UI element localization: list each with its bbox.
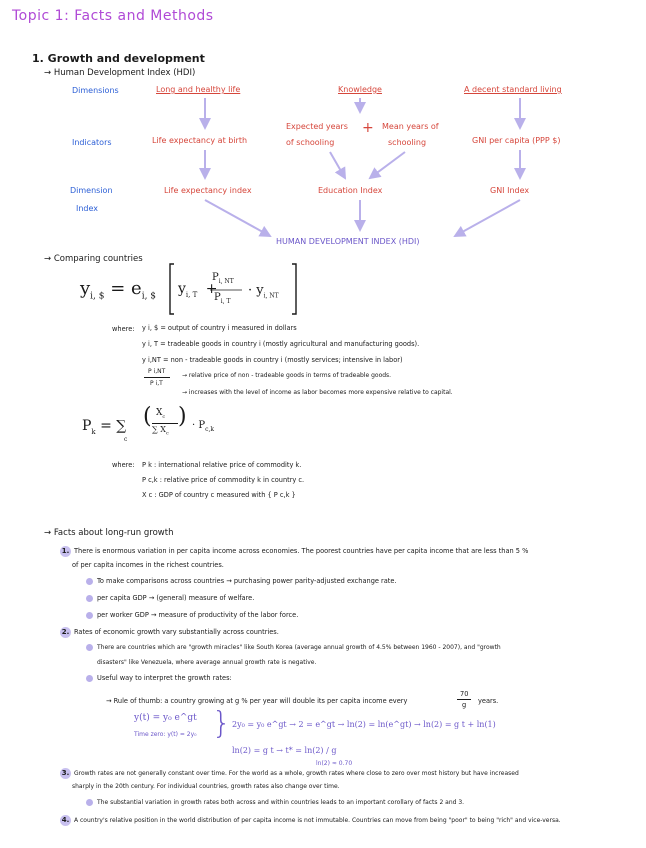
pk-frac-den — [152, 425, 169, 437]
pk-sum-sub: c — [124, 436, 128, 443]
rule-frac-line — [457, 699, 471, 700]
fact-3-text-1: Growth rates are not generally constant over time. For the world as a whole, growth rates where close to zero over most history but have increased — [74, 770, 519, 777]
index-gni: GNI Index — [490, 186, 530, 195]
pk-lhs-sub: k — [91, 427, 96, 436]
comparing-heading: → Comparing countries — [44, 254, 143, 264]
where-label-1: where: — [112, 325, 135, 333]
pk-frac-den-sub: c — [165, 430, 169, 437]
eq-p-num-text: P — [212, 272, 219, 283]
dimension-knowledge: Knowledge — [338, 85, 382, 94]
arrow-to-hdi-left — [205, 200, 270, 236]
where-line-2: y i, T = tradeable goods in country i (mostly agricultural and manufacturing goods). — [142, 340, 420, 348]
pk-frac-num-sub: c — [162, 413, 166, 420]
fact-2-text-1: Rates of economic growth vary substantially across countries. — [74, 628, 279, 636]
eq-lhs: y — [80, 278, 91, 299]
row-label-indicators: Indicators — [72, 138, 112, 147]
deriv-2: Time zero: y(t) = 2y₀ — [134, 731, 197, 738]
ratio-den: P i,T — [150, 380, 163, 387]
eq-p-den-text: P — [214, 292, 221, 303]
section-heading: 1. Growth and development — [32, 52, 205, 65]
dimension-living: A decent standard living — [464, 85, 562, 94]
bullet-3-text: The substantial variation in growth rates both across and within countries leads to an important corollary of facts 2 and 3. — [97, 799, 465, 806]
bullet-dot — [86, 799, 93, 806]
bullet-dot — [86, 675, 93, 682]
rule-of-thumb: → Rule of thumb: a country growing at g % per year will double its per capita income every — [106, 697, 408, 705]
eq-plus: + — [205, 281, 218, 297]
indicator-expected-2: of schooling — [286, 138, 335, 147]
eq-y2-sub: i, NT — [263, 292, 279, 300]
bullet-2b-text: Useful way to interpret the growth rates: — [97, 674, 232, 682]
bullet-dot — [86, 595, 93, 602]
ratio-num: P i,NT — [148, 368, 166, 375]
rule-end: years. — [478, 697, 499, 705]
pk-equation — [82, 418, 126, 436]
hdi-arrows — [0, 0, 646, 260]
eq-p-num-sub: i, NT — [218, 278, 234, 285]
page-title: Topic 1: Facts and Methods — [12, 8, 214, 24]
eq-lhs-sub: i, $ — [90, 291, 105, 302]
bullet-1c — [86, 611, 298, 619]
row-label-dimension-index-1: Dimension — [70, 186, 113, 195]
bullet-1b-text: per capita GDP → (general) measure of welfare. — [97, 594, 255, 602]
index-education: Education Index — [318, 186, 383, 195]
fact-4-line-1 — [60, 815, 561, 826]
fact-1-line-1 — [60, 546, 528, 557]
bullet-dot — [86, 578, 93, 585]
fact-4-number: 4. — [61, 816, 70, 824]
fact-3-line-2: sharply in the 20th century. For individual countries, growth rates also change over time. — [72, 783, 340, 790]
arrow-edu-2 — [370, 152, 405, 178]
fact-2-number: 2. — [61, 628, 70, 636]
ratio-note-2: → increases with the level of income as labor becomes more expensive relative to capital. — [182, 389, 453, 396]
ratio-line — [144, 377, 170, 378]
where-line-1: y i, $ = output of country i measured in dollars — [142, 324, 297, 332]
pk-where-1: P k : international relative price of commodity k. — [142, 461, 302, 469]
pk-frac-num — [156, 408, 165, 420]
indicator-expected-1: Expected years — [286, 122, 348, 131]
rule-frac-num: 70 — [460, 690, 469, 698]
bullet-2b — [86, 674, 232, 682]
indicator-gni: GNI per capita (PPP $) — [472, 136, 561, 145]
eq-e-sub: i, $ — [141, 291, 157, 302]
fact-1-text-1: There is enormous variation in per capita income across economies. The poorest countries have per capita income that are less than 5 % — [74, 547, 529, 555]
eq-y2-text: y — [256, 283, 264, 298]
eq-y2 — [248, 283, 279, 300]
eq-eq: = e — [110, 278, 142, 299]
eq-y1-text: y — [178, 281, 186, 297]
eq-dot: · — [248, 283, 253, 298]
bullet-1a — [86, 577, 397, 585]
row-label-dimensions: Dimensions — [72, 86, 119, 95]
pk-tail-text: · P — [192, 420, 206, 431]
fact-4-text-1: A country's relative position in the world distribution of per capita income is not immutable. Countries can move from being "poor" to being "rich" and vice-versa. — [74, 817, 561, 824]
dimension-health: Long and healthy life — [156, 85, 241, 94]
bullet-1a-text: To make comparisons across countries → purchasing power parity-adjusted exchange rate. — [97, 577, 397, 585]
arrow-to-hdi-right — [455, 200, 520, 236]
fact-2-line-1 — [60, 627, 279, 638]
bullet-1b — [86, 594, 254, 602]
row-label-dimension-index-2: Index — [76, 204, 99, 213]
fact-3-line-1 — [60, 768, 519, 779]
pk-where-2: P c,k : relative price of commodity k in country c. — [142, 476, 305, 484]
pk-frac-line — [152, 423, 178, 424]
rule-frac-den: g — [462, 701, 467, 709]
pk-tail — [192, 420, 214, 433]
bullet-2a-text: There are countries which are "growth miracles" like South Korea (average annual growth of 4.5% between 1960 - 2007), and "growth — [97, 644, 501, 651]
deriv-4: ln(2) = g t → t* = ln(2) / g — [232, 746, 337, 755]
pk-where-label: where: — [112, 461, 135, 469]
eq-y1-sub: i, T — [185, 290, 198, 299]
indicator-mean-1: Mean years of — [382, 122, 439, 131]
bullet-3 — [86, 799, 464, 806]
deriv-brace: } — [212, 706, 232, 741]
indicator-mean-2: schooling — [388, 138, 427, 147]
ratio-note-1: → relative price of non - tradeable goods in terms of tradeable goods. — [182, 372, 392, 379]
index-life: Life expectancy index — [164, 186, 252, 195]
pk-frac-num-text: X — [156, 408, 163, 418]
pk-paren-open: ( — [143, 404, 152, 429]
pk-lhs: P — [82, 418, 92, 434]
bullet-1c-text: per worker GDP → measure of productivity of the labor force. — [97, 611, 299, 619]
deriv-5: ln(2) ≈ 0.70 — [316, 760, 353, 767]
pk-where-3: X c : GDP of country c measured with { P c,k } — [142, 491, 296, 499]
equation-main — [80, 278, 156, 302]
eq-p-den-sub: i, T — [220, 298, 231, 305]
fact-3-number: 3. — [61, 769, 70, 777]
facts-heading: → Facts about long-run growth — [44, 528, 174, 538]
plus-sign: + — [362, 120, 374, 136]
bullet-dot — [86, 644, 93, 651]
fact-1-line-2: of per capita incomes in the richest countries. — [72, 561, 224, 569]
deriv-1: y(t) = y₀ e^gt — [134, 713, 197, 723]
hdi-final: HUMAN DEVELOPMENT INDEX (HDI) — [276, 237, 420, 246]
hdi-heading: → Human Development Index (HDI) — [44, 68, 196, 78]
indicator-life-expectancy: Life expectancy at birth — [152, 136, 248, 145]
pk-paren-close: ) — [178, 404, 187, 429]
bullet-2a-cont: disasters" like Venezuela, where average annual growth rate is negative. — [97, 659, 317, 666]
pk-tail-sub: c,k — [205, 426, 214, 433]
eq-p-num — [212, 272, 234, 285]
eq-p-den — [214, 292, 230, 305]
bullet-dot — [86, 612, 93, 619]
deriv-3: 2y₀ = y₀ e^gt → 2 = e^gt → ln(2) = ln(e^gt) → ln(2) = g t + ln(1) — [232, 720, 496, 729]
pk-frac-den-text: ∑ X — [152, 425, 166, 434]
where-line-3: y i,NT = non - tradeable goods in country i (mostly services; intensive in labor) — [142, 356, 403, 364]
bullet-2a — [86, 644, 501, 651]
fact-1-number: 1. — [61, 547, 70, 555]
arrow-edu-1 — [330, 152, 345, 178]
pk-eq-sum: = ∑ — [100, 418, 127, 434]
